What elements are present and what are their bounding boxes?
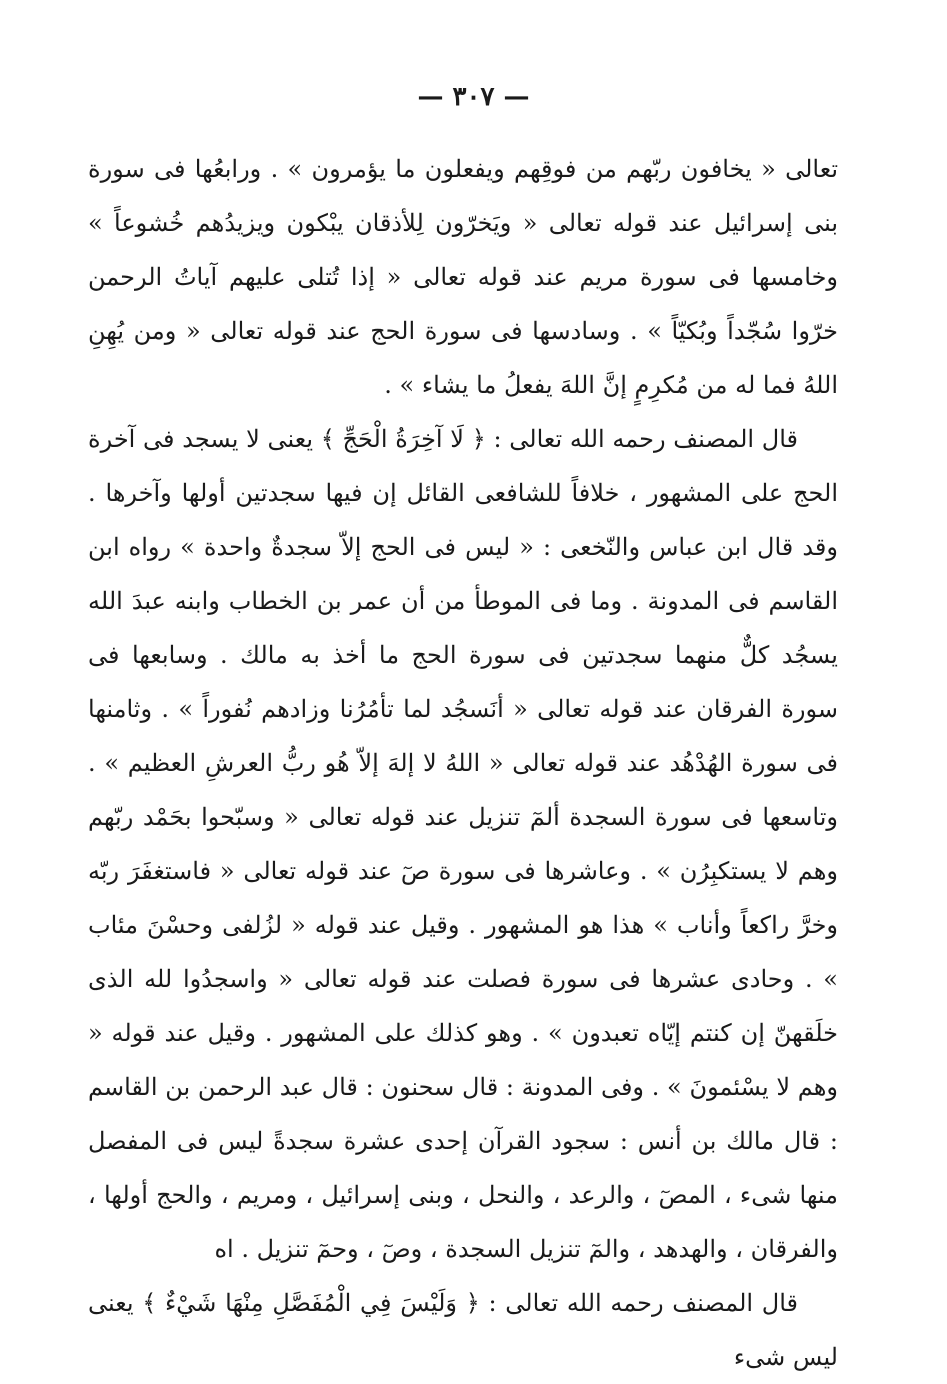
paragraph-hajj-commentary: قال المصنف رحمه الله تعالى : ﴿ لَا آخِرَةُ الْحَجِّ ﴾ يعنى لا يسجد فى آخرة الحج على المشهور ، خلافاً للشافعى القائل إن فيها سجدتين أولها وآخرها . وقد قال ابن عباس والنّخعى : « ليس فى الحج إلاّ سجدةٌ واحدة » رواه ابن القاسم فى المدونة . وما فى الموطأ من أن عمر بن الخطاب وابنه عبدَ الله يسجُد كلٌّ منهما سجدتين فى سورة الحج ما أخذ به مالك . وسابعها فى سورة الفرقان عند قوله تعالى « أنَسجُد لما تأمُرُنا وزادهم نُفوراً » . وثامنها فى سورة الهُدْهُد عند قوله تعالى « اللهُ لا إلهَ إلاّ هُو ربُّ العرشِ العظيم » . وتاسعها فى سورة السجدة ألمٓ تنزيل عند قوله تعالى « وسبّحوا بحَمْد ربّهم وهم لا يستكبِرُن » . وعاشرها فى سورة صٓ عند قوله تعالى « فاستغفَرَ ربّه وخرَّ راكعاً وأناب » هذا هو المشهور . وقيل عند قوله « لزُلفى وحسْنَ مئاب » . وحادى عشرها فى سورة فصلت عند قوله تعالى « واسجدُوا لله الذى خلَقهنّ إن كنتم إيّاه تعبدون » . وهو كذلك على المشهور . وقيل عند قوله « وهم لا يسْئمونَ » . وفى المدونة : قال سحنون : قال عبد الرحمن بن القاسم : قال مالك بن أنس : سجود القرآن إحدى عشرة سجدةً ليس فى المفصل منها شىء ، المصٓ ، والرعد ، والنحل ، وبنى إسرائيل ، ومريم ، والحج أولها ، والفرقان ، والهدهد ، والمٓ تنزيل السجدة ، وصٓ ، وحمٓ تنزيل . اه: [88, 425, 838, 1263]
page-body: [88, 142, 838, 1384]
paragraph-surah-sajdah-list: تعالى « يخافون ربّهم من فوقِهم ويفعلون ما يؤمرون » . ورابعُها فى سورة بنى إسرائيل عند قوله تعالى « ويَخرّون لِلأذقان يبْكون ويزيدُهم خُشوعاً » وخامسها فى سورة مريم عند قوله تعالى « إذا تُتلى عليهم آياتُ الرحمن خرّوا سُجّداً وبُكيّاً » . وسادسها فى سورة الحج عند قوله تعالى « ومن يُهِنِ اللهُ فما له من مُكرِمٍ إنَّ اللهَ يفعلُ ما يشاء » .: [88, 155, 838, 399]
page-number: — ٣٠٧ —: [417, 82, 530, 112]
paragraph-mufassal-commentary: قال المصنف رحمه الله تعالى : ﴿ وَلَيْسَ فِي الْمُفَصَّلِ مِنْهَا شَيْءٌ ﴾ يعنى ليس شىء: [88, 1289, 838, 1371]
